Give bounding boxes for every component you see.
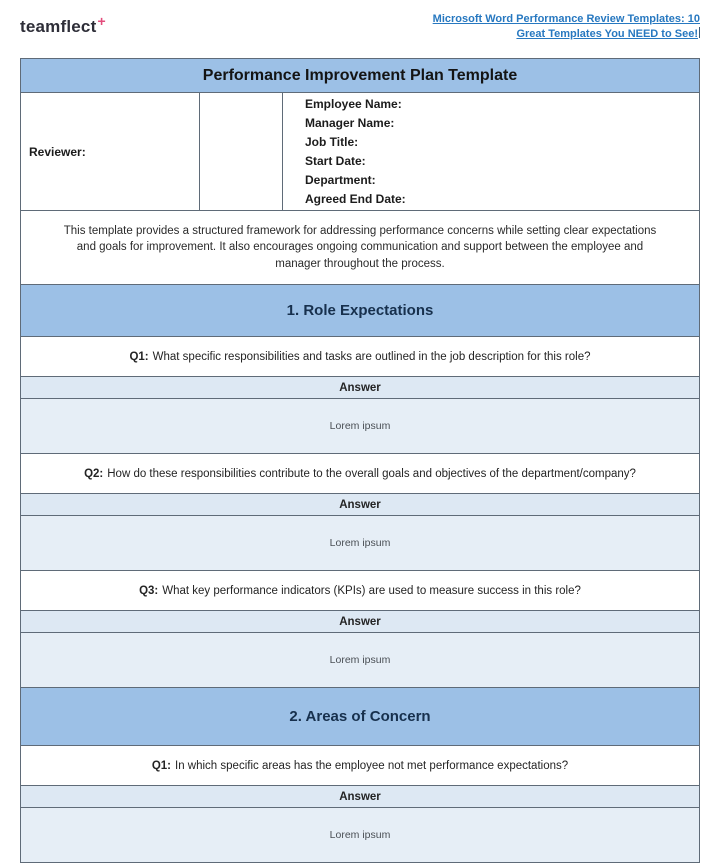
question-label: Q1: [151,759,172,772]
question-label: Q1: [129,350,149,363]
question-text: What specific responsibilities and tasks are outlined in the job description for this role? [152,350,591,363]
section-1-answer-header-2: Answer [21,493,699,515]
employee-fields-cell[interactable] [283,93,699,210]
pip-template-table [20,58,700,863]
section-2-question-1 [21,745,699,785]
templates-link[interactable] [433,13,700,40]
header-link-block [433,12,700,42]
question-label: Q2: [84,467,104,480]
section-1-answer-cell-2[interactable]: Lorem ipsum [21,515,699,570]
field-label-job-title: Job Title: [305,134,359,149]
section-2-answer-cell-1[interactable]: Lorem ipsum [21,807,699,862]
templates-link-line1: Microsoft Word Performance Review Templates: 10 [432,13,700,25]
reviewer-label: Reviewer: [29,144,86,159]
question-text: In which specific areas has the employee not met performance expectations? [175,759,569,772]
section-1-question-1 [21,336,699,376]
section-1-answer-header-1: Answer [21,376,699,398]
question-text: How do these responsibilities contribute to the overall goals and objectives of the department/company? [107,467,636,480]
intro-text: This template provides a structured framework for addressing performance concerns while setting clear expectations and goals for improvement. It also encourages ongoing communication and support between the employee and manager throughout the process. [21,210,699,284]
logo-text: teamflect [20,17,97,36]
page-header [0,0,720,58]
section-2-answer-header-1: Answer [21,785,699,807]
section-1-header: 1. Role Expectations [21,284,699,336]
field-label-employee-name: Employee Name: [305,96,402,111]
document-title: Performance Improvement Plan Template [21,59,699,92]
section-2-header: 2. Areas of Concern [21,687,699,745]
reviewer-cell[interactable] [21,93,200,210]
section-1-answer-header-3: Answer [21,610,699,632]
logo-plus-icon: + [97,13,106,29]
section-1-answer-cell-1[interactable]: Lorem ipsum [21,398,699,453]
field-label-department: Department: [305,172,376,187]
teamflect-logo [20,13,106,37]
question-text: What key performance indicators (KPIs) are used to measure success in this role? [162,584,581,597]
info-row [21,92,699,210]
templates-link-line2: Great Templates You NEED to See! [516,28,698,40]
field-label-start-date: Start Date: [305,153,366,168]
field-label-agreed-end-date: Agreed End Date: [305,191,406,206]
empty-cell[interactable] [200,93,283,210]
text-cursor [699,27,700,38]
section-1-answer-cell-3[interactable]: Lorem ipsum [21,632,699,687]
section-1-question-3 [21,570,699,610]
question-label: Q3: [139,584,159,597]
field-label-manager-name: Manager Name: [305,115,395,130]
section-1-question-2 [21,453,699,493]
